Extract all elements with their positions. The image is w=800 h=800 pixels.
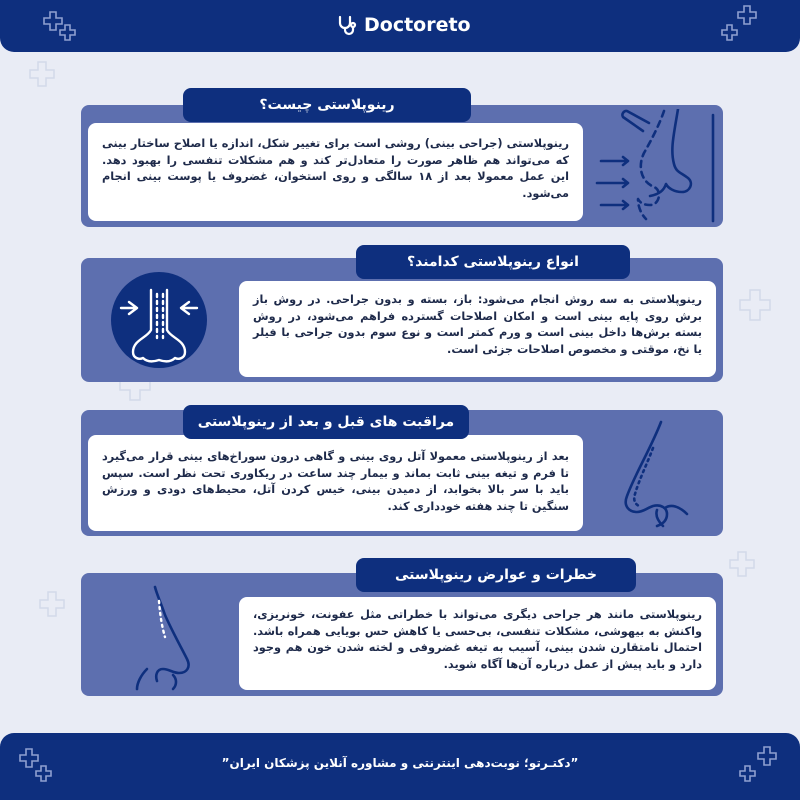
nose-profile-dotted-icon (133, 583, 223, 691)
nose-profile-surgery-icon (593, 109, 719, 223)
medical-cross-icon (718, 4, 762, 48)
section-body-card (239, 597, 716, 690)
section-body: رینوپلاستی مانند هر جراحی دیگری می‌تواند با خطراتی مثل عفونت، خونریزی، واکنش به بیهوشی، مشکلات تنفسی، بی‌حسی یا کاهش حس بویایی همراه باشد. احتمال نامتقارن شدن بینی، آسیب به تیغه غضروفی و لخته شدن خون هم وجود دارد و باید پیش از عمل درباره آن‌ها آگاه شوید. (253, 608, 702, 671)
section-title: رینوپلاستی چیست؟ (183, 88, 471, 122)
section-body: بعد از رینوپلاستی معمولا آتل روی بینی و گاهی درون سوراخ‌های بینی قرار می‌گیرد تا فرم و تیغه بینی ثابت بماند و بیمار چند ساعت در ریکاوری تحت نظر است. سپس باید با سر بالا بخوابد، از دمیدن بینی، خیس کردن آتل، محیط‌های دودی و ورزش سنگین تا چند هفته خودداری کند. (102, 450, 569, 513)
section-title: مراقبت های قبل و بعد از رینوپلاستی (183, 405, 469, 439)
section-what-is-rhinoplasty (81, 105, 723, 227)
nose-profile-outline-icon (613, 418, 703, 532)
header-bar (0, 0, 800, 52)
brand-logo[interactable] (336, 9, 471, 41)
footer-tagline: ”دکتـرتو؛ نوبت‌دهی اینترنتی و مشاوره آنلاین پزشکان ایران” (221, 756, 579, 770)
section-body: رینوپلاستی (جراحی بینی) روشی است برای تغییر شکل، اندازه یا اصلاح ساختار بینی که می‌تواند هم ظاهر صورت را متعادل‌تر کند و هم مشکلات تنفسی را بهبود دهد. این عمل معمولا بعد از ۱۸ سالگی و روی استخوان، غضروف یا پوست بینی انجام می‌شود. (102, 137, 569, 200)
section-title: انواع رینوپلاستی کدامند؟ (356, 245, 630, 279)
medical-cross-icon (40, 6, 80, 46)
section-body-card (239, 281, 716, 377)
section-body: رینوپلاستی به سه روش انجام می‌شود: باز، بسته و بدون جراحی. در روش باز برش روی پایه بینی است و امکان اصلاحات گسترده فراهم می‌شود، در روش بسته برش‌ها داخل بینی است و ورم کمتر است و نوع سوم بدون جراحی با فیلر یا نخ، موقتی و مخصوص اصلاحات جزئی است. (253, 293, 702, 356)
nose-front-narrowing-icon (107, 268, 211, 372)
brand-name: Doctoreto (364, 14, 471, 36)
section-body-card (88, 435, 583, 531)
section-title: خطرات و عوارض رینوپلاستی (356, 558, 636, 592)
section-body-card (88, 123, 583, 221)
stethoscope-logo-icon (336, 14, 358, 36)
